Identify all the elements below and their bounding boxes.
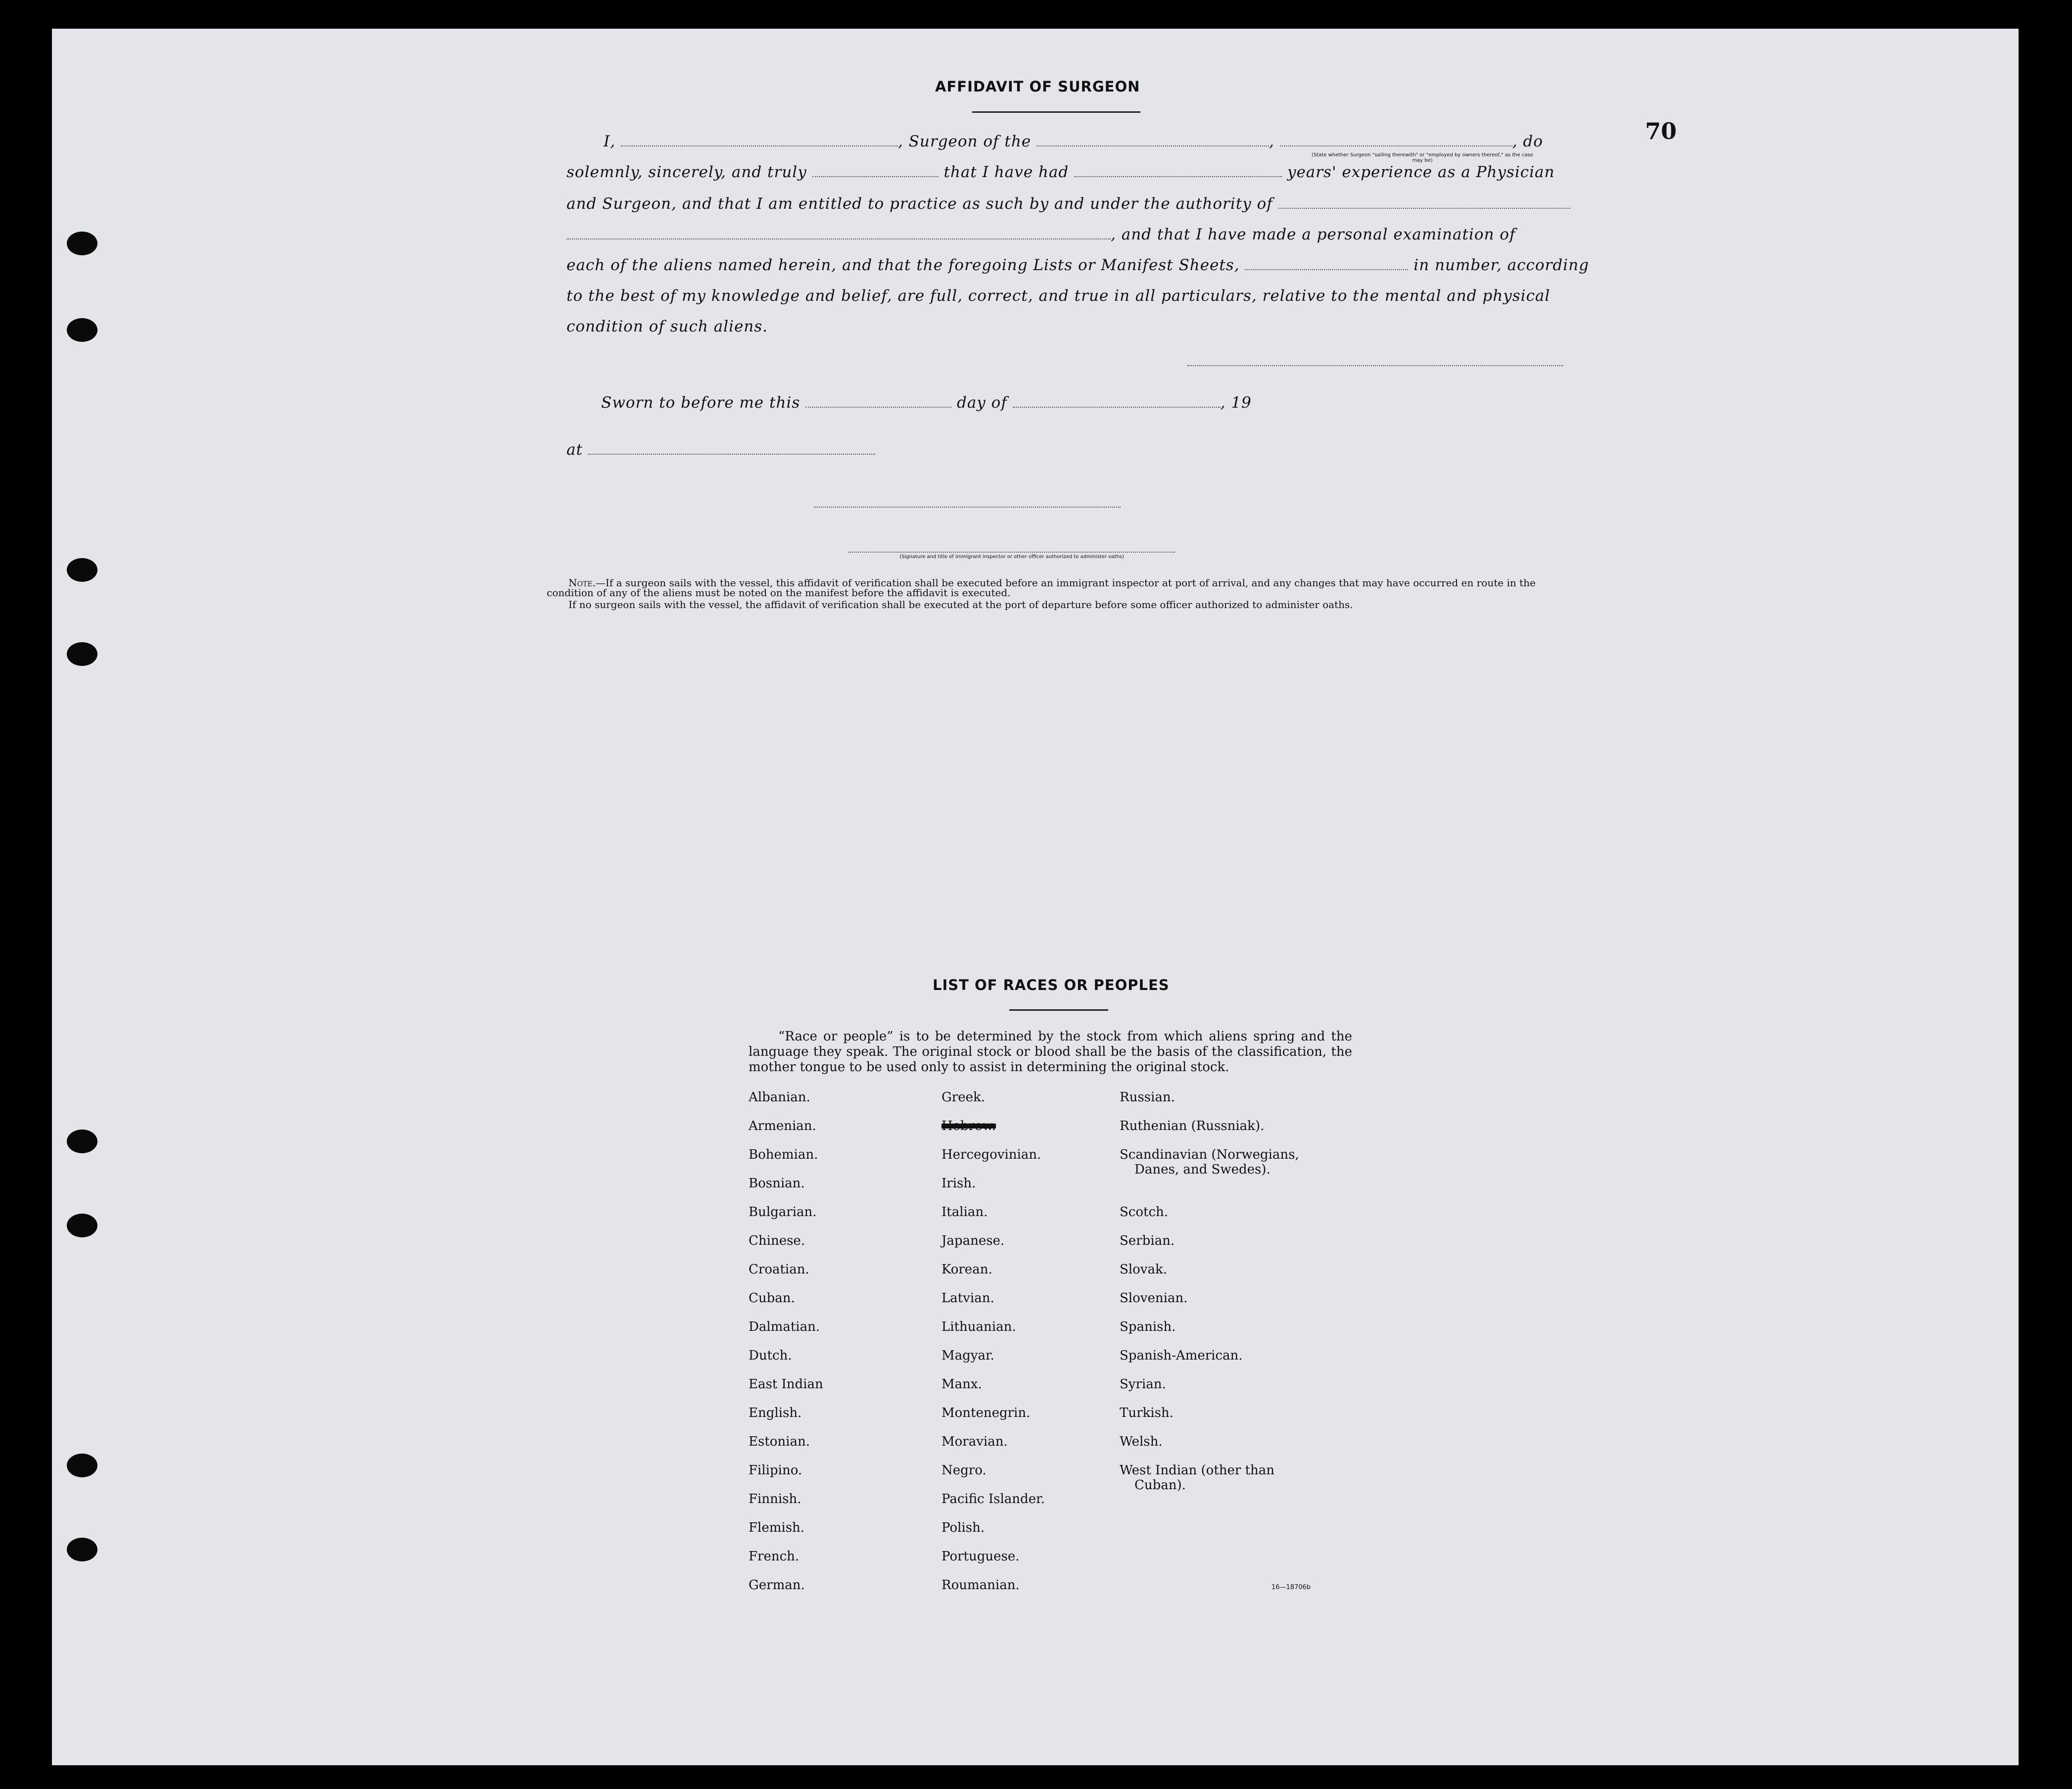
- race-item: English.: [749, 1406, 802, 1420]
- at-line: [566, 441, 875, 459]
- status-field[interactable]: [1280, 142, 1512, 146]
- line1-i: I,: [604, 133, 616, 150]
- name-field[interactable]: [621, 142, 898, 146]
- race-item: Spanish-American.: [1120, 1348, 1243, 1363]
- vessel-field[interactable]: [1036, 142, 1269, 146]
- race-item: French.: [749, 1549, 800, 1564]
- race-item: Lithuanian.: [942, 1319, 1016, 1334]
- race-item: Portuguese.: [942, 1549, 1020, 1564]
- race-item: Chinese.: [749, 1233, 805, 1248]
- affidavit-line-7: condition of such aliens.: [566, 318, 768, 335]
- race-item: Korean.: [942, 1262, 992, 1277]
- inspector-signature-field[interactable]: [814, 504, 1121, 508]
- line5-text: each of the aliens named herein, and that the foregoing Lists or Manifest Sheets,: [566, 256, 1240, 274]
- race-item: Irish.: [942, 1176, 976, 1191]
- day-field[interactable]: [805, 404, 951, 408]
- race-item: Dutch.: [749, 1348, 792, 1363]
- race-item: Albanian.: [749, 1090, 810, 1105]
- races-intro: “Race or people” is to be determined by the stock from which aliens spring and the language they speak. The original stock or blood shall be the basis of the classification, the mother tongue to be used only to assist in determining the original stock.: [749, 1029, 1352, 1075]
- race-item: Roumanian.: [942, 1578, 1020, 1593]
- race-item: Welsh.: [1120, 1434, 1163, 1449]
- at-text: at: [566, 441, 583, 459]
- authority-continued-field[interactable]: [566, 235, 1111, 239]
- race-item: Spanish.: [1120, 1319, 1176, 1334]
- line2-solemnly: solemnly, sincerely, and truly: [566, 163, 807, 181]
- race-item: Italian.: [942, 1205, 988, 1220]
- note-label: Note.: [568, 577, 596, 589]
- punch-hole: [67, 1454, 97, 1477]
- punch-hole: [67, 1538, 97, 1561]
- race-item: Flemish.: [749, 1520, 805, 1535]
- sworn-text: Sworn to before me this: [601, 394, 801, 412]
- race-item: East Indian: [749, 1377, 823, 1392]
- race-item: Bohemian.: [749, 1147, 818, 1162]
- sworn-line: [601, 394, 1252, 412]
- race-item: Hercegovinian.: [942, 1147, 1041, 1162]
- punch-hole: [67, 1214, 97, 1237]
- signature-caption: (Signature and title of immigrant inspector or other officer authorized to administer oaths): [899, 554, 1124, 560]
- race-item: West Indian (other than: [1120, 1463, 1275, 1478]
- race-item: Russian.: [1120, 1090, 1175, 1105]
- note-1-text: —If a surgeon sails with the vessel, this affidavit of verification shall be executed before an immigrant inspector at port of arrival, and any changes that may have occurred en route in the condition of any of the aliens must be noted on the manifest before the affidavit is executed.: [547, 577, 1536, 599]
- punch-hole: [67, 1130, 97, 1153]
- race-item: Pacific Islander.: [942, 1492, 1045, 1507]
- race-item: German.: [749, 1578, 805, 1593]
- race-item: Turkish.: [1120, 1406, 1174, 1420]
- race-item: Croatian.: [749, 1262, 809, 1277]
- race-item: Armenian.: [749, 1119, 816, 1133]
- line2-years: years' experience as a Physician: [1287, 163, 1555, 181]
- authority-field[interactable]: [1278, 205, 1570, 209]
- affidavit-line-5: [566, 256, 1589, 274]
- race-item: Filipino.: [749, 1463, 802, 1478]
- sworn-year: , 19: [1220, 394, 1252, 412]
- line2-had: that I have had: [943, 163, 1069, 181]
- inspector-title-field[interactable]: [848, 549, 1175, 553]
- punch-hole: [67, 642, 97, 666]
- punch-hole: [67, 232, 97, 255]
- line1-comma: ,: [1269, 133, 1274, 150]
- document-sheet: [52, 29, 2019, 1765]
- race-item: Scotch.: [1120, 1205, 1169, 1220]
- swear-field[interactable]: [812, 173, 939, 177]
- affidavit-line-2: [566, 163, 1554, 181]
- affidavit-line-3: [566, 195, 1570, 213]
- race-item: Polish.: [942, 1520, 985, 1535]
- race-item: Moravian.: [942, 1434, 1008, 1449]
- race-item: Negro.: [942, 1463, 987, 1478]
- sheets-count-field[interactable]: [1245, 266, 1408, 270]
- line5-number: in number, according: [1413, 256, 1589, 274]
- affidavit-title: AFFIDAVIT OF SURGEON: [935, 78, 1140, 95]
- years-field[interactable]: [1074, 173, 1282, 177]
- line1-surgeon: , Surgeon of the: [897, 133, 1032, 150]
- race-item: Serbian.: [1120, 1233, 1175, 1248]
- note-paragraph-1: [547, 578, 1566, 598]
- punch-hole: [67, 558, 97, 582]
- race-item-struck: Hebrew.: [942, 1119, 996, 1133]
- races-title-underline: [1009, 1009, 1108, 1011]
- surgeon-signature-field[interactable]: [1187, 362, 1563, 366]
- race-item: Montenegrin.: [942, 1406, 1031, 1420]
- affidavit-line-1: [574, 133, 1543, 150]
- page-number: 70: [1645, 118, 1677, 144]
- note-paragraph-2: If no surgeon sails with the vessel, the affidavit of verification shall be executed at the port of departure before some officer authorized to administer oaths.: [568, 599, 1353, 611]
- place-field[interactable]: [588, 451, 875, 455]
- race-item: Japanese.: [942, 1233, 1005, 1248]
- race-item: Cuban).: [1134, 1478, 1186, 1493]
- month-field[interactable]: [1013, 404, 1221, 408]
- race-item: Scandinavian (Norwegians,: [1120, 1147, 1299, 1162]
- title-underline: [972, 111, 1140, 113]
- race-item: Estonian.: [749, 1434, 810, 1449]
- punch-hole: [67, 318, 97, 342]
- race-item: Slovak.: [1120, 1262, 1167, 1277]
- race-item: Bulgarian.: [749, 1205, 817, 1220]
- race-item: Syrian.: [1120, 1377, 1166, 1392]
- race-item: Manx.: [942, 1377, 982, 1392]
- race-item: Danes, and Swedes).: [1134, 1162, 1271, 1177]
- race-item: Magyar.: [942, 1348, 994, 1363]
- race-item: Cuban.: [749, 1291, 795, 1306]
- race-item: Bosnian.: [749, 1176, 805, 1191]
- line3-text: and Surgeon, and that I am entitled to practice as such by and under the authority of: [566, 195, 1273, 213]
- race-item: Finnish.: [749, 1492, 801, 1507]
- race-item: Slovenian.: [1120, 1291, 1188, 1306]
- form-code: 16—18706b: [1271, 1584, 1311, 1591]
- line4-text: , and that I have made a personal examination of: [1111, 226, 1516, 243]
- races-title: LIST OF RACES OR PEOPLES: [933, 977, 1170, 993]
- affidavit-line-6: to the best of my knowledge and belief, are full, correct, and true in all particulars, relative to the mental and physical: [566, 287, 1551, 305]
- line1-do: , do: [1512, 133, 1543, 150]
- race-item: Ruthenian (Russniak).: [1120, 1119, 1265, 1133]
- race-item: Greek.: [942, 1090, 985, 1105]
- bracket-note: (State whether Surgeon "sailing therewith" or "employed by owners thereof," as the case may be): [1312, 152, 1533, 163]
- race-item: Latvian.: [942, 1291, 994, 1306]
- affidavit-line-4: [566, 226, 1515, 243]
- sworn-dayof: day of: [956, 394, 1007, 412]
- race-item: Dalmatian.: [749, 1319, 820, 1334]
